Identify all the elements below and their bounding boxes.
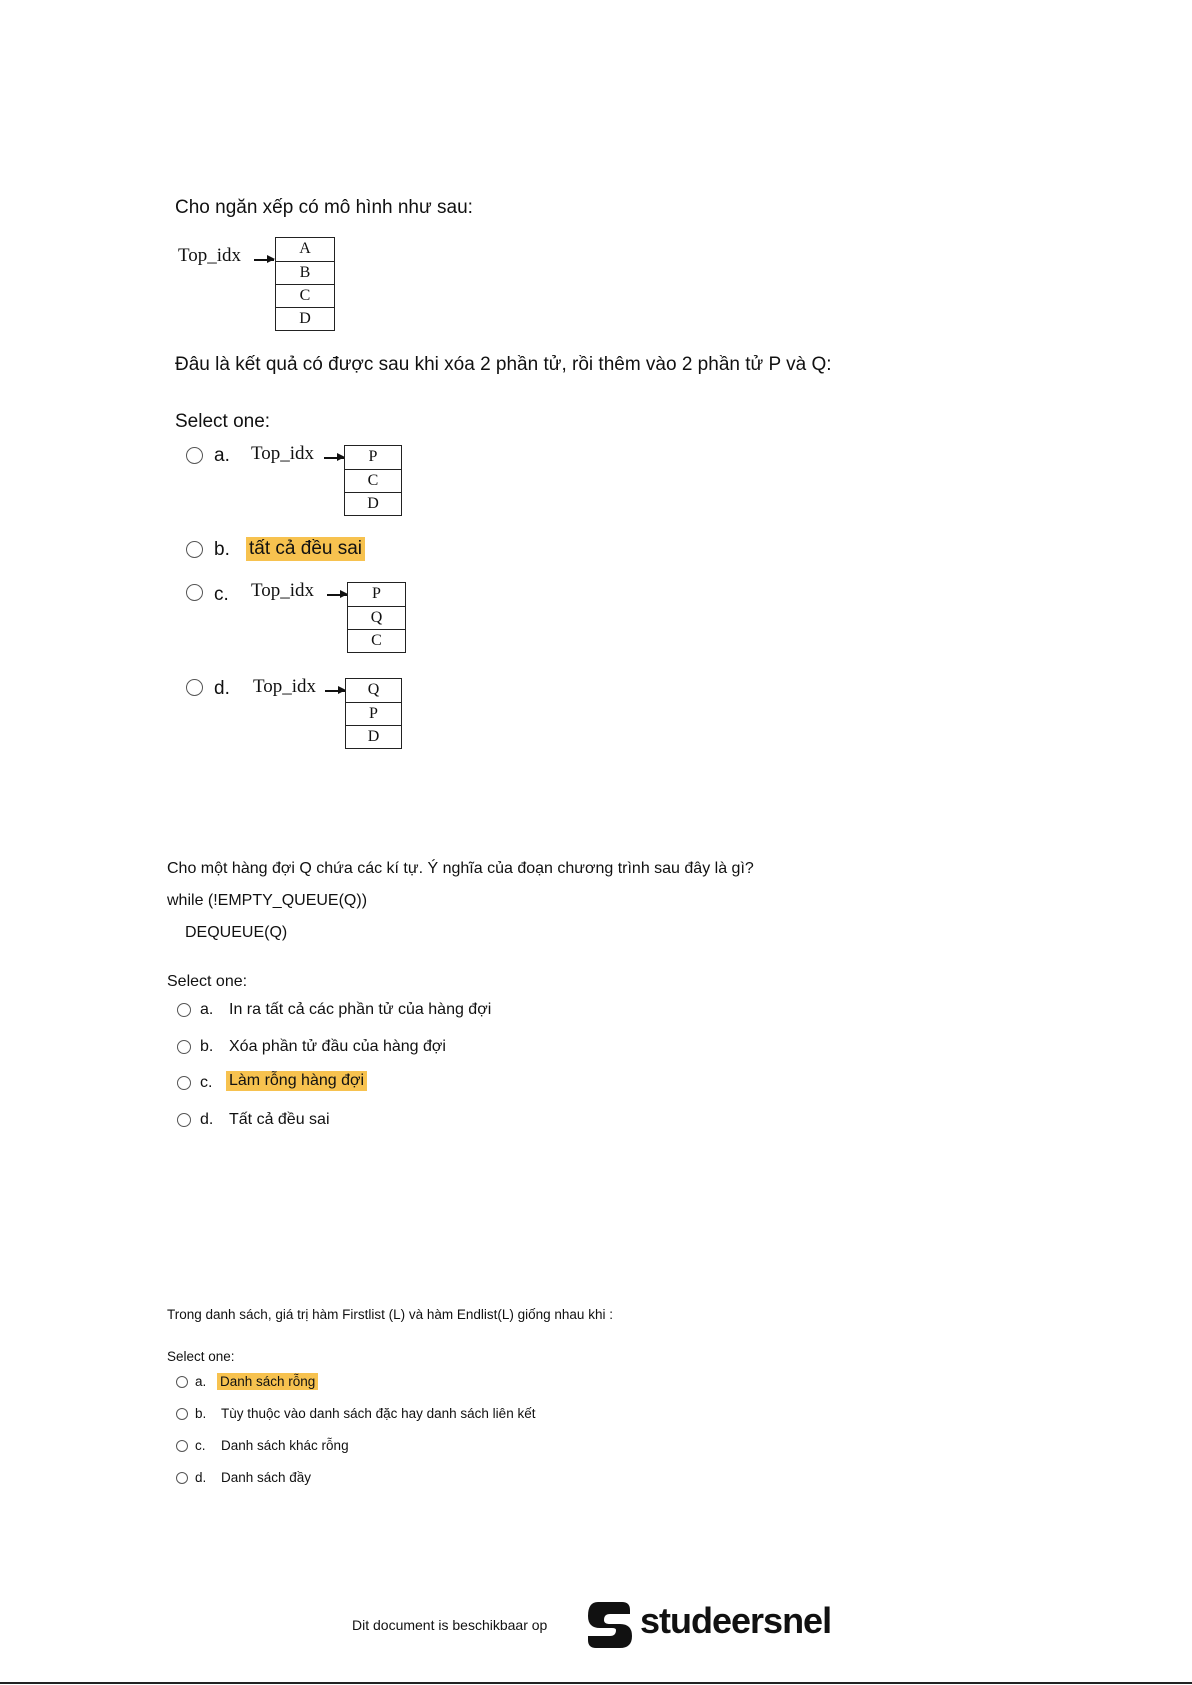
- q3-question: Trong danh sách, giá trị hàm Firstlist (L) và hàm Endlist(L) giống nhau khi :: [167, 1307, 613, 1322]
- q2-option-b[interactable]: [177, 1037, 577, 1063]
- radio-button[interactable]: [186, 679, 203, 696]
- option-letter: d.: [200, 1111, 214, 1128]
- q1-stack-label: Top_idx: [178, 245, 242, 266]
- stack-cell: Q: [348, 606, 405, 629]
- radio-button[interactable]: [177, 1076, 191, 1090]
- option-text: Làm rỗng hàng đợi: [226, 1071, 367, 1091]
- radio-button[interactable]: [176, 1472, 188, 1484]
- option-letter: a.: [200, 1001, 214, 1018]
- radio-button[interactable]: [186, 447, 203, 464]
- stack-cell: A: [299, 240, 311, 257]
- option-letter: b.: [200, 1038, 214, 1055]
- stack-cell: D: [345, 492, 401, 515]
- q1-arrow-icon: [254, 259, 274, 261]
- option-text: Danh sách khác rỗng: [221, 1438, 349, 1453]
- radio-button[interactable]: [177, 1040, 191, 1054]
- stack-cell: C: [348, 629, 405, 652]
- option-stack-box: [347, 582, 406, 653]
- stack-cell: P: [372, 585, 381, 602]
- radio-button[interactable]: [177, 1113, 191, 1127]
- option-letter: c.: [214, 584, 229, 605]
- q2-option-a[interactable]: [177, 1000, 577, 1026]
- stack-cell: Q: [367, 681, 380, 698]
- arrow-icon: [327, 594, 347, 596]
- q2-option-d[interactable]: [177, 1110, 577, 1136]
- q3-option-b[interactable]: [176, 1406, 596, 1428]
- stack-label: Top_idx: [253, 676, 317, 697]
- option-text: tất cả đều sai: [246, 537, 365, 561]
- stack-label: Top_idx: [251, 580, 315, 601]
- q1-option-d[interactable]: [186, 676, 426, 751]
- stack-cell: D: [346, 725, 401, 748]
- option-letter: b.: [195, 1406, 207, 1421]
- option-text: In ra tất cả các phần tử của hàng đợi: [229, 1001, 492, 1018]
- option-letter: c.: [200, 1074, 213, 1091]
- option-letter: a.: [195, 1374, 207, 1389]
- option-letter: c.: [195, 1438, 206, 1453]
- q3-option-c[interactable]: [176, 1438, 596, 1460]
- stack-label: Top_idx: [251, 443, 315, 464]
- q2-code-line-2: DEQUEUE(Q): [185, 924, 288, 941]
- q1-option-a[interactable]: [186, 443, 426, 513]
- stack-cell: P: [368, 448, 378, 465]
- q1-prompt: Cho ngăn xếp có mô hình như sau:: [175, 197, 473, 218]
- q3-option-a[interactable]: [176, 1374, 596, 1396]
- option-stack-box: [344, 445, 402, 516]
- arrow-icon: [324, 457, 344, 459]
- q2-option-c[interactable]: [177, 1073, 577, 1099]
- option-text: Tất cả đều sai: [229, 1111, 330, 1128]
- option-text: Tùy thuộc vào danh sách đặc hay danh sách liên kết: [221, 1406, 536, 1421]
- radio-button[interactable]: [176, 1408, 188, 1420]
- option-letter: d.: [214, 678, 230, 699]
- option-letter: b.: [214, 539, 230, 560]
- stack-cell: D: [276, 307, 334, 330]
- q3-option-d[interactable]: [176, 1470, 596, 1492]
- option-text: Danh sách đầy: [221, 1470, 312, 1485]
- stack-cell: C: [345, 469, 401, 492]
- radio-button[interactable]: [186, 541, 203, 558]
- stack-cell: P: [346, 702, 401, 725]
- brand-name[interactable]: studeersnel: [640, 1600, 832, 1641]
- option-letter: d.: [195, 1470, 207, 1485]
- studeersnel-logo-icon[interactable]: [586, 1600, 634, 1650]
- option-text: Danh sách rỗng: [217, 1373, 318, 1390]
- option-stack-box: [345, 678, 402, 749]
- q3-select-label: Select one:: [167, 1349, 235, 1364]
- radio-button[interactable]: [176, 1376, 188, 1388]
- q1-stack-box: [275, 237, 335, 331]
- radio-button[interactable]: [176, 1440, 188, 1452]
- option-letter: a.: [214, 445, 230, 466]
- radio-button[interactable]: [186, 584, 203, 601]
- arrow-icon: [325, 690, 345, 692]
- q1-select-label: Select one:: [175, 411, 271, 432]
- stack-cell: C: [276, 284, 334, 307]
- radio-button[interactable]: [177, 1003, 191, 1017]
- stack-cell: B: [276, 261, 334, 284]
- page-bottom-border: [0, 1682, 1192, 1684]
- footer-text: Dit document is beschikbaar op: [352, 1617, 548, 1633]
- q2-select-label: Select one:: [167, 973, 248, 990]
- q2-code-line-1: while (!EMPTY_QUEUE(Q)): [167, 892, 368, 909]
- option-text: Xóa phần tử đầu của hàng đợi: [229, 1038, 446, 1055]
- q2-question: Cho một hàng đợi Q chứa các kí tự. Ý nghĩa của đoạn chương trình sau đây là gì?: [167, 860, 754, 877]
- q1-option-c[interactable]: [186, 580, 426, 655]
- q1-question: Đâu là kết quả có được sau khi xóa 2 phần tử, rồi thêm vào 2 phần tử P và Q:: [175, 354, 832, 375]
- q1-option-b[interactable]: [186, 535, 386, 565]
